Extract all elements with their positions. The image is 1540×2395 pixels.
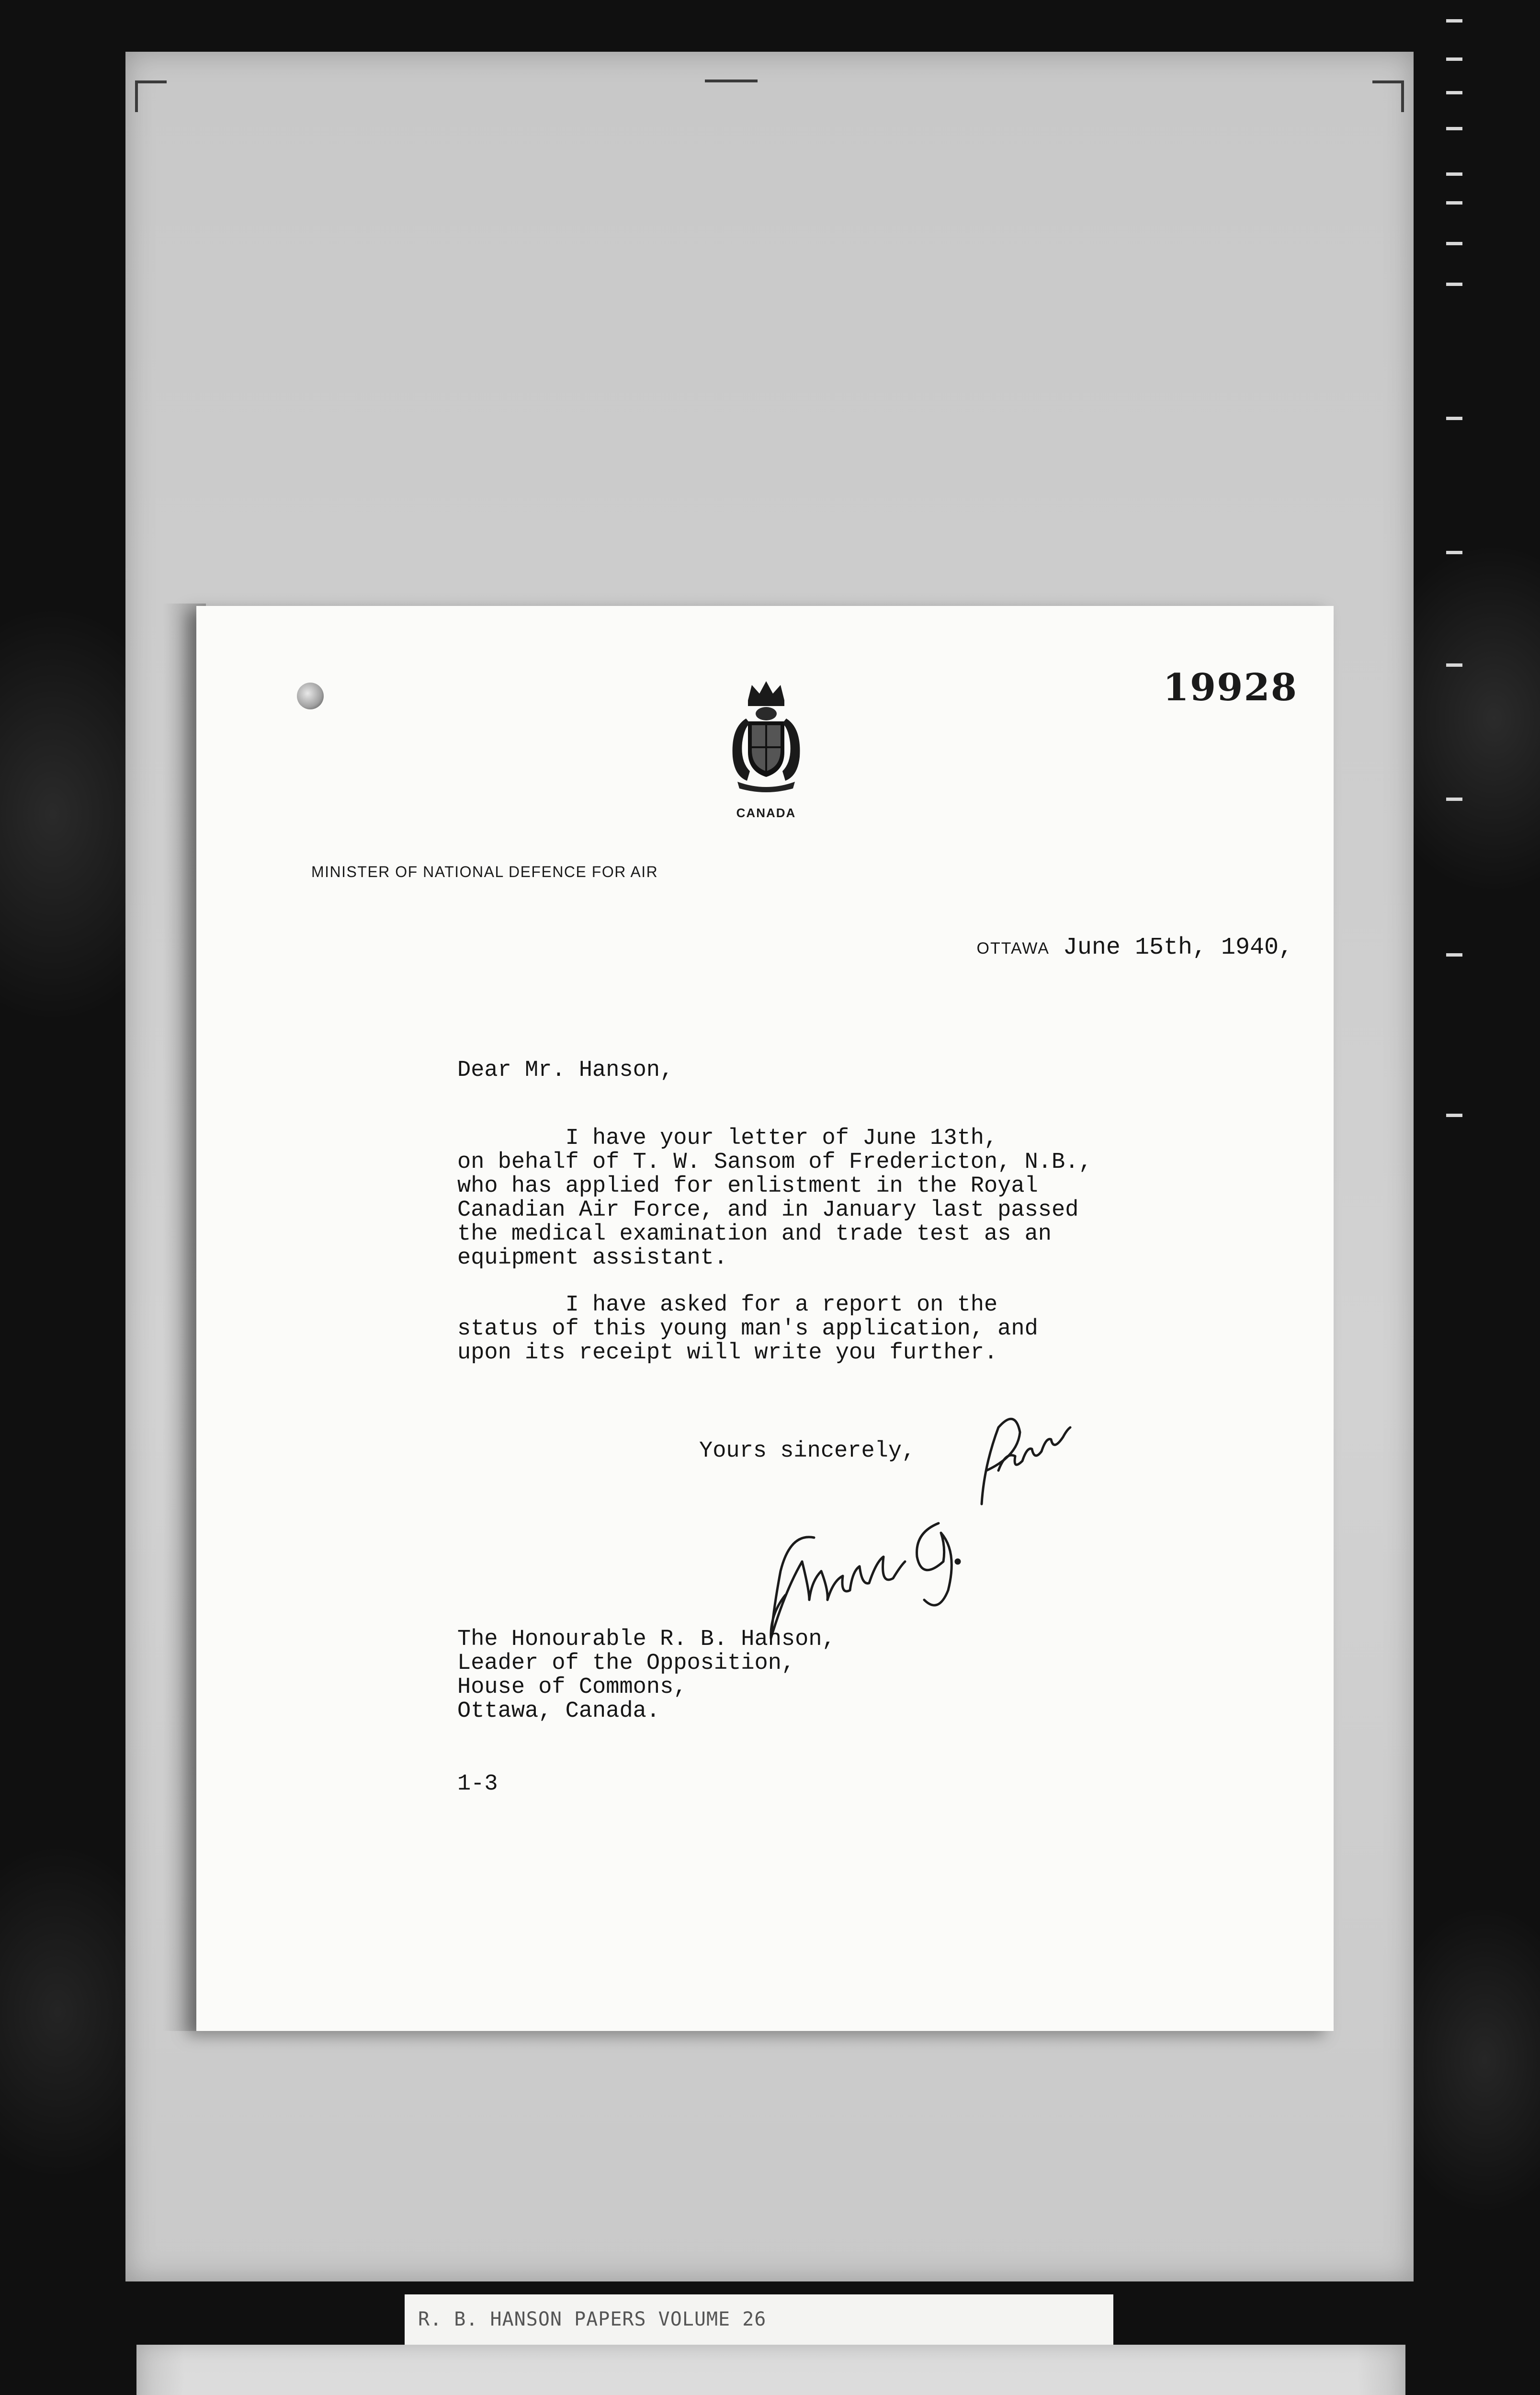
- text-line: Ottawa, Canada.: [457, 1699, 660, 1724]
- text-line: The Honourable R. B. Hanson,: [457, 1627, 836, 1652]
- card-edge: [1358, 2345, 1405, 2395]
- text-line: I have your letter of June 13th,: [457, 1126, 998, 1151]
- text-line: equipment assistant.: [457, 1245, 728, 1271]
- text-line: House of Commons,: [457, 1675, 687, 1700]
- film-tick: [1446, 91, 1462, 94]
- text-line: Leader of the Opposition,: [457, 1651, 795, 1676]
- film-tick: [1446, 283, 1462, 286]
- film-tick: [1446, 551, 1462, 554]
- body-paragraph-2: [457, 1293, 1038, 1365]
- letter-date: June 15th, 1940,: [1063, 934, 1293, 961]
- film-tick: [1446, 19, 1462, 23]
- addressee-block: [457, 1628, 836, 1723]
- punch-hole: [297, 683, 324, 709]
- film-tick: [1446, 417, 1462, 420]
- date-line: [814, 934, 1293, 961]
- film-tick: [1446, 953, 1462, 957]
- film-tick: [1446, 663, 1462, 667]
- reference-code: 1-3: [457, 1771, 498, 1797]
- text-line: Canadian Air Force, and in January last passed: [457, 1198, 1079, 1223]
- archives-card: [136, 2345, 1405, 2395]
- place-label: OTTAWA: [976, 939, 1050, 958]
- text-line: upon its receipt will write you further.: [457, 1340, 998, 1366]
- mount-corner: [135, 80, 167, 112]
- ministry-title: MINISTER OF NATIONAL DEFENCE FOR AIR: [311, 863, 658, 880]
- coat-of-arms-icon: [718, 675, 814, 795]
- text-line: on behalf of T. W. Sansom of Fredericton, N.B.,: [457, 1150, 1092, 1175]
- body-paragraph-1: [457, 1127, 1092, 1270]
- salutation: Dear Mr. Hanson,: [457, 1058, 674, 1083]
- closing: Yours sincerely,: [699, 1438, 916, 1464]
- handwritten-signature: [757, 1389, 1073, 1648]
- film-tick: [1446, 127, 1462, 130]
- text-line: status of this young man's application, and: [457, 1316, 1038, 1342]
- film-tick: [1446, 1114, 1462, 1117]
- film-tick: [1446, 242, 1462, 245]
- text-line: I have asked for a report on the: [457, 1292, 998, 1318]
- text-line: who has applied for enlistment in the Royal: [457, 1174, 1038, 1199]
- film-tick: [1446, 172, 1462, 176]
- card-edge: [136, 2345, 184, 2395]
- film-tick: [1446, 57, 1462, 61]
- film-tick: [1446, 798, 1462, 801]
- mount-corner: [1372, 80, 1404, 112]
- volume-label: R. B. HANSON PAPERS VOLUME 26: [405, 2294, 1113, 2345]
- film-tick: [1446, 201, 1462, 205]
- emblem-caption: CANADA: [736, 806, 796, 820]
- document-number: 19928: [1163, 666, 1298, 709]
- mount-mark: [705, 80, 758, 82]
- text-line: the medical examination and trade test as an: [457, 1221, 1052, 1247]
